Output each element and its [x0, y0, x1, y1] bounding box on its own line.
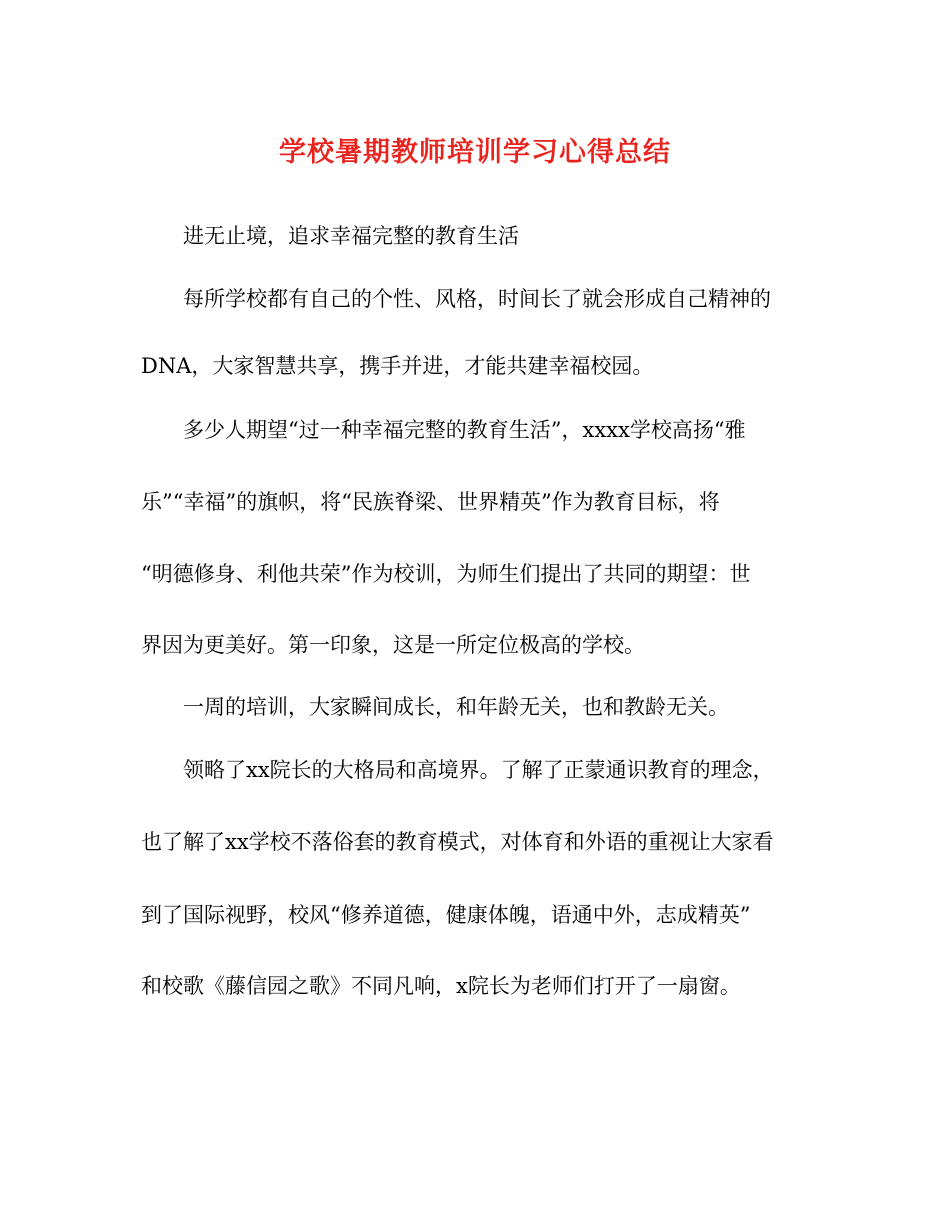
paragraph-line: 进无止境，追求幸福完整的教育生活	[183, 224, 519, 248]
paragraph-line: 到了国际视野，校风“修养道德，健康体魄，语通中外，志成精英”	[141, 903, 751, 927]
document-title: 学校暑期教师培训学习心得总结	[279, 137, 671, 168]
paragraph-line: 和校歌《藤信园之歌》不同凡响，x院长为老师们打开了一扇窗。	[141, 974, 741, 998]
paragraph-line: 一周的培训，大家瞬间成长，和年龄无关，也和教龄无关。	[183, 695, 729, 719]
paragraph-line: 领略了xx院长的大格局和高境界。了解了正蒙通识教育的理念，	[183, 758, 774, 782]
paragraph-line: 多少人期望“过一种幸福完整的教育生活”，xxxx学校高扬“雅	[183, 418, 746, 442]
paragraph-line: 界因为更美好。第一印象，这是一所定位极高的学校。	[141, 633, 645, 657]
paragraph-line: DNA，大家智慧共享，携手并进，才能共建幸福校园。	[141, 354, 654, 378]
paragraph-line: “明德修身、利他共荣”作为校训，为师生们提出了共同的期望：世	[141, 562, 751, 586]
paragraph-line: 乐”“幸福”的旗帜，将“民族脊梁、世界精英”作为教育目标，将	[141, 490, 720, 514]
paragraph-line: 每所学校都有自己的个性、风格，时间长了就会形成自己精神的	[183, 287, 771, 311]
paragraph-line: 也了解了xx学校不落俗套的教育模式，对体育和外语的重视让大家看	[141, 830, 774, 854]
